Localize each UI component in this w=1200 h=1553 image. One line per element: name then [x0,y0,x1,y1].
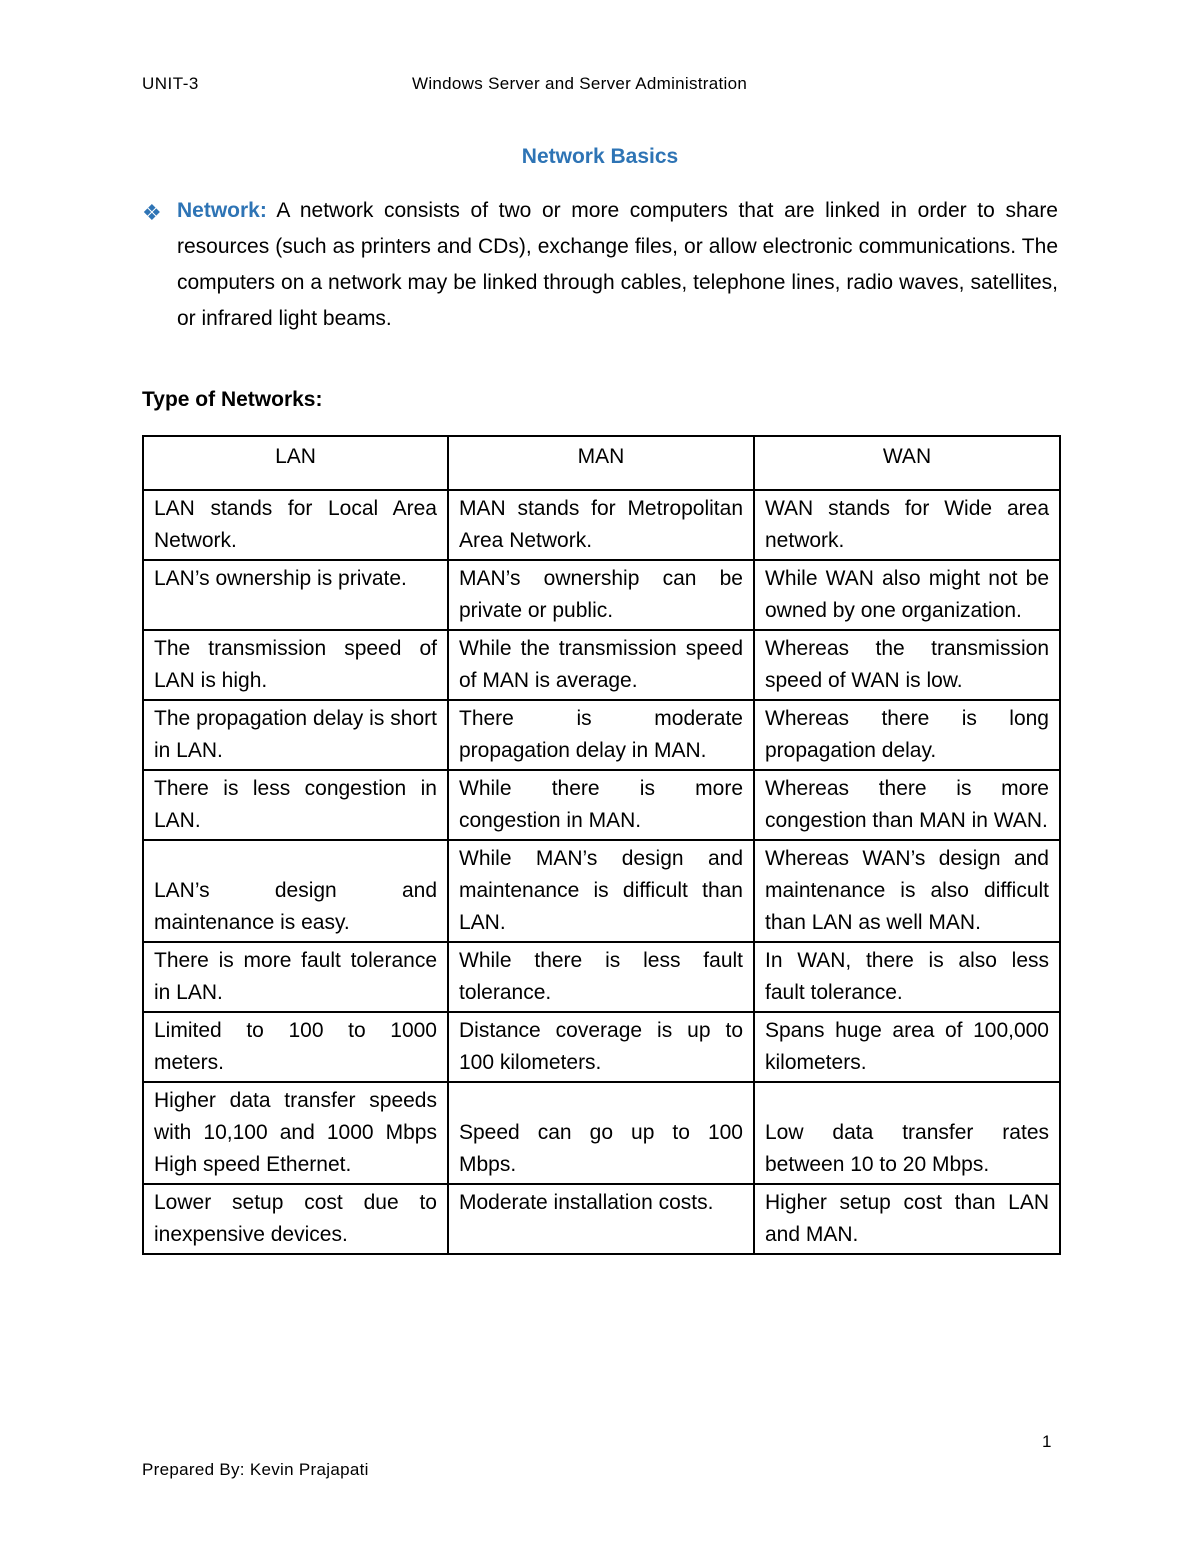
header-cell-lan: LAN [143,436,448,490]
header-cell-man: MAN [448,436,754,490]
header-unit: UNIT-3 [142,74,199,93]
table-cell: While the transmission speed of MAN is average. [448,630,754,700]
table-cell: While MAN’s design and maintenance is difficult than LAN. [448,840,754,942]
intro-body: A network consists of two or more computers that are linked in order to share resources (such as printers and CDs), exchange files, or allow electronic communications. The computers on a network may be linked through cables, telephone lines, radio waves, satellites, or infrared light beams. [177,199,1058,330]
table-row [143,1184,1060,1254]
table-row [143,700,1060,770]
table-cell: Low data transfer rates between 10 to 20 Mbps. [754,1082,1060,1184]
table-cell: MAN stands for Metropolitan Area Network. [448,490,754,560]
table-row [143,560,1060,630]
table-row [143,1082,1060,1184]
table-row [143,630,1060,700]
table-row [143,840,1060,942]
table-cell: MAN’s ownership can be private or public. [448,560,754,630]
table-cell: Lower setup cost due to inexpensive devices. [143,1184,448,1254]
table-cell: Whereas there is long propagation delay. [754,700,1060,770]
network-types-table [142,435,1061,1255]
table-cell: The propagation delay is short in LAN. [143,700,448,770]
table-row [143,490,1060,560]
section-title: Type of Networks: [142,388,323,411]
table-cell: Moderate installation costs. [448,1184,754,1254]
table-cell: LAN’s design and maintenance is easy. [143,840,448,942]
table-cell: Speed can go up to 100 Mbps. [448,1082,754,1184]
table-cell: Whereas the transmission speed of WAN is low. [754,630,1060,700]
table-cell: LAN stands for Local Area Network. [143,490,448,560]
table-cell: There is less congestion in LAN. [143,770,448,840]
intro-text [177,193,1058,337]
diamond-bullet-icon: ❖ [142,200,162,225]
table-cell: There is moderate propagation delay in MAN. [448,700,754,770]
intro-term: Network: [177,199,267,222]
table-cell: While WAN also might not be owned by one organization. [754,560,1060,630]
table-cell: LAN’s ownership is private. [143,560,448,630]
header-course-title: Windows Server and Server Administration [412,74,748,93]
table-cell: In WAN, there is also less fault tolerance. [754,942,1060,1012]
page-title: Network Basics [521,145,679,168]
table-row [143,942,1060,1012]
footer-author: Prepared By: Kevin Prajapati [142,1460,369,1479]
table-cell: Whereas WAN’s design and maintenance is also difficult than LAN as well MAN. [754,840,1060,942]
table-cell: Limited to 100 to 1000 meters. [143,1012,448,1082]
table-row [143,770,1060,840]
page-number: 1 [1042,1432,1052,1451]
table-cell: Distance coverage is up to 100 kilometers. [448,1012,754,1082]
table-cell: Spans huge area of 100,000 kilometers. [754,1012,1060,1082]
table-cell: WAN stands for Wide area network. [754,490,1060,560]
table-cell: While there is more congestion in MAN. [448,770,754,840]
table-cell: The transmission speed of LAN is high. [143,630,448,700]
table-header-row [143,436,1060,490]
table-cell: Higher data transfer speeds with 10,100 and 1000 Mbps High speed Ethernet. [143,1082,448,1184]
table-cell: While there is less fault tolerance. [448,942,754,1012]
table-cell: Higher setup cost than LAN and MAN. [754,1184,1060,1254]
header-cell-wan: WAN [754,436,1060,490]
intro-paragraph [142,193,1058,337]
table-cell: Whereas there is more congestion than MAN in WAN. [754,770,1060,840]
table-row [143,1012,1060,1082]
table-cell: There is more fault tolerance in LAN. [143,942,448,1012]
